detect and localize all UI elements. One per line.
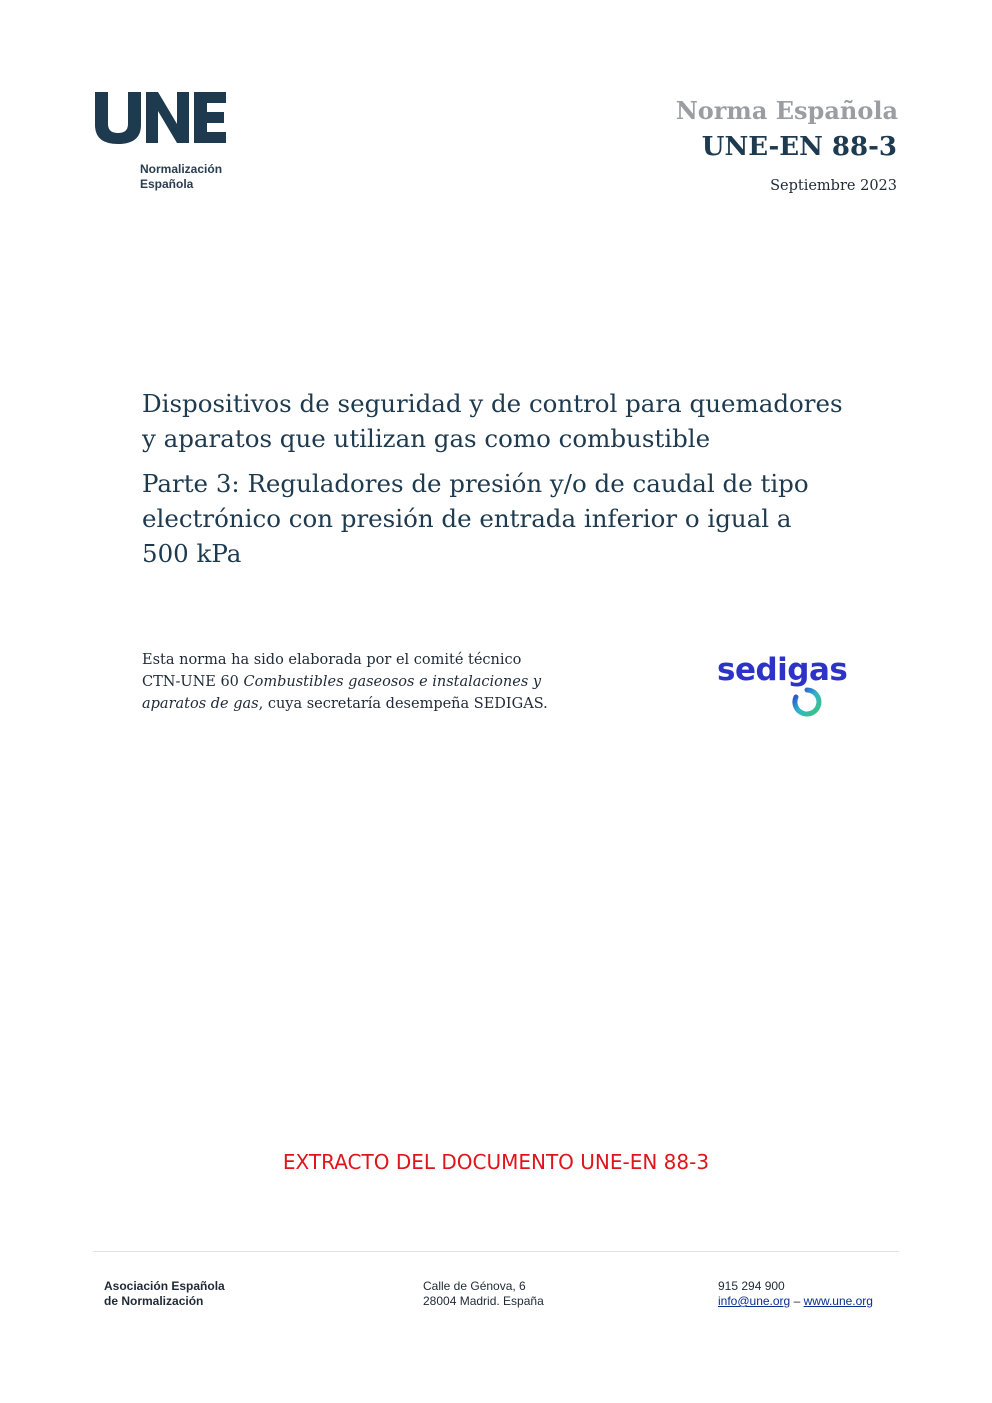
extract-notice: EXTRACTO DEL DOCUMENTO UNE-EN 88-3: [282, 1150, 710, 1174]
title-part-line2: electrónico con presión de entrada inferior o igual a: [142, 504, 792, 533]
footer-addr-line2: 28004 Madrid. España: [423, 1294, 544, 1308]
title-main: [142, 386, 882, 456]
footer-separator: –: [793, 1294, 801, 1308]
footer-organization: [104, 1279, 225, 1309]
title-part: [142, 466, 882, 571]
committee-line3-italic: aparatos de gas: [142, 696, 259, 712]
sedigas-logo: [717, 652, 867, 722]
footer-addr-line1: Calle de Génova, 6: [423, 1279, 526, 1293]
footer-email-link[interactable]: info@une.org: [718, 1294, 791, 1308]
logo-subtitle-line1: Normalización: [140, 162, 223, 176]
footer-divider: [93, 1251, 899, 1252]
norm-kind: Norma Española: [675, 96, 898, 125]
une-logo: [93, 88, 233, 198]
title-main-line1: Dispositivos de seguridad y de control para quemadores: [142, 389, 843, 418]
footer-web-link[interactable]: www.une.org: [803, 1294, 873, 1308]
committee-statement: [142, 649, 612, 715]
sedigas-wordmark: sedigas: [717, 652, 848, 688]
logo-subtitle-line2: Española: [140, 177, 194, 191]
publication-date: Septiembre 2023: [770, 178, 897, 194]
footer-phone: 915 294 900: [718, 1279, 785, 1293]
sedigas-ring-icon: [791, 686, 823, 718]
footer-contact: [718, 1279, 873, 1309]
norm-code: UNE-EN 88-3: [701, 132, 897, 162]
committee-line1: Esta norma ha sido elaborada por el comité técnico: [142, 652, 522, 668]
committee-line3-suffix: , cuya secretaría desempeña SEDIGAS.: [258, 696, 548, 712]
title-main-line2: y aparatos que utilizan gas como combustible: [142, 424, 711, 453]
committee-line2-prefix: CTN-UNE 60: [142, 674, 244, 690]
une-logo-mark: [93, 88, 233, 148]
footer-org-line1: Asociación Española: [104, 1279, 225, 1293]
footer-address: [423, 1279, 544, 1309]
footer-org-line2: de Normalización: [104, 1294, 204, 1308]
document-title: [142, 386, 882, 571]
title-part-line3: 500 kPa: [142, 539, 242, 568]
title-part-line1: Parte 3: Reguladores de presión y/o de caudal de tipo: [142, 469, 809, 498]
committee-line2-italic: Combustibles gaseosos e instalaciones y: [243, 674, 542, 690]
